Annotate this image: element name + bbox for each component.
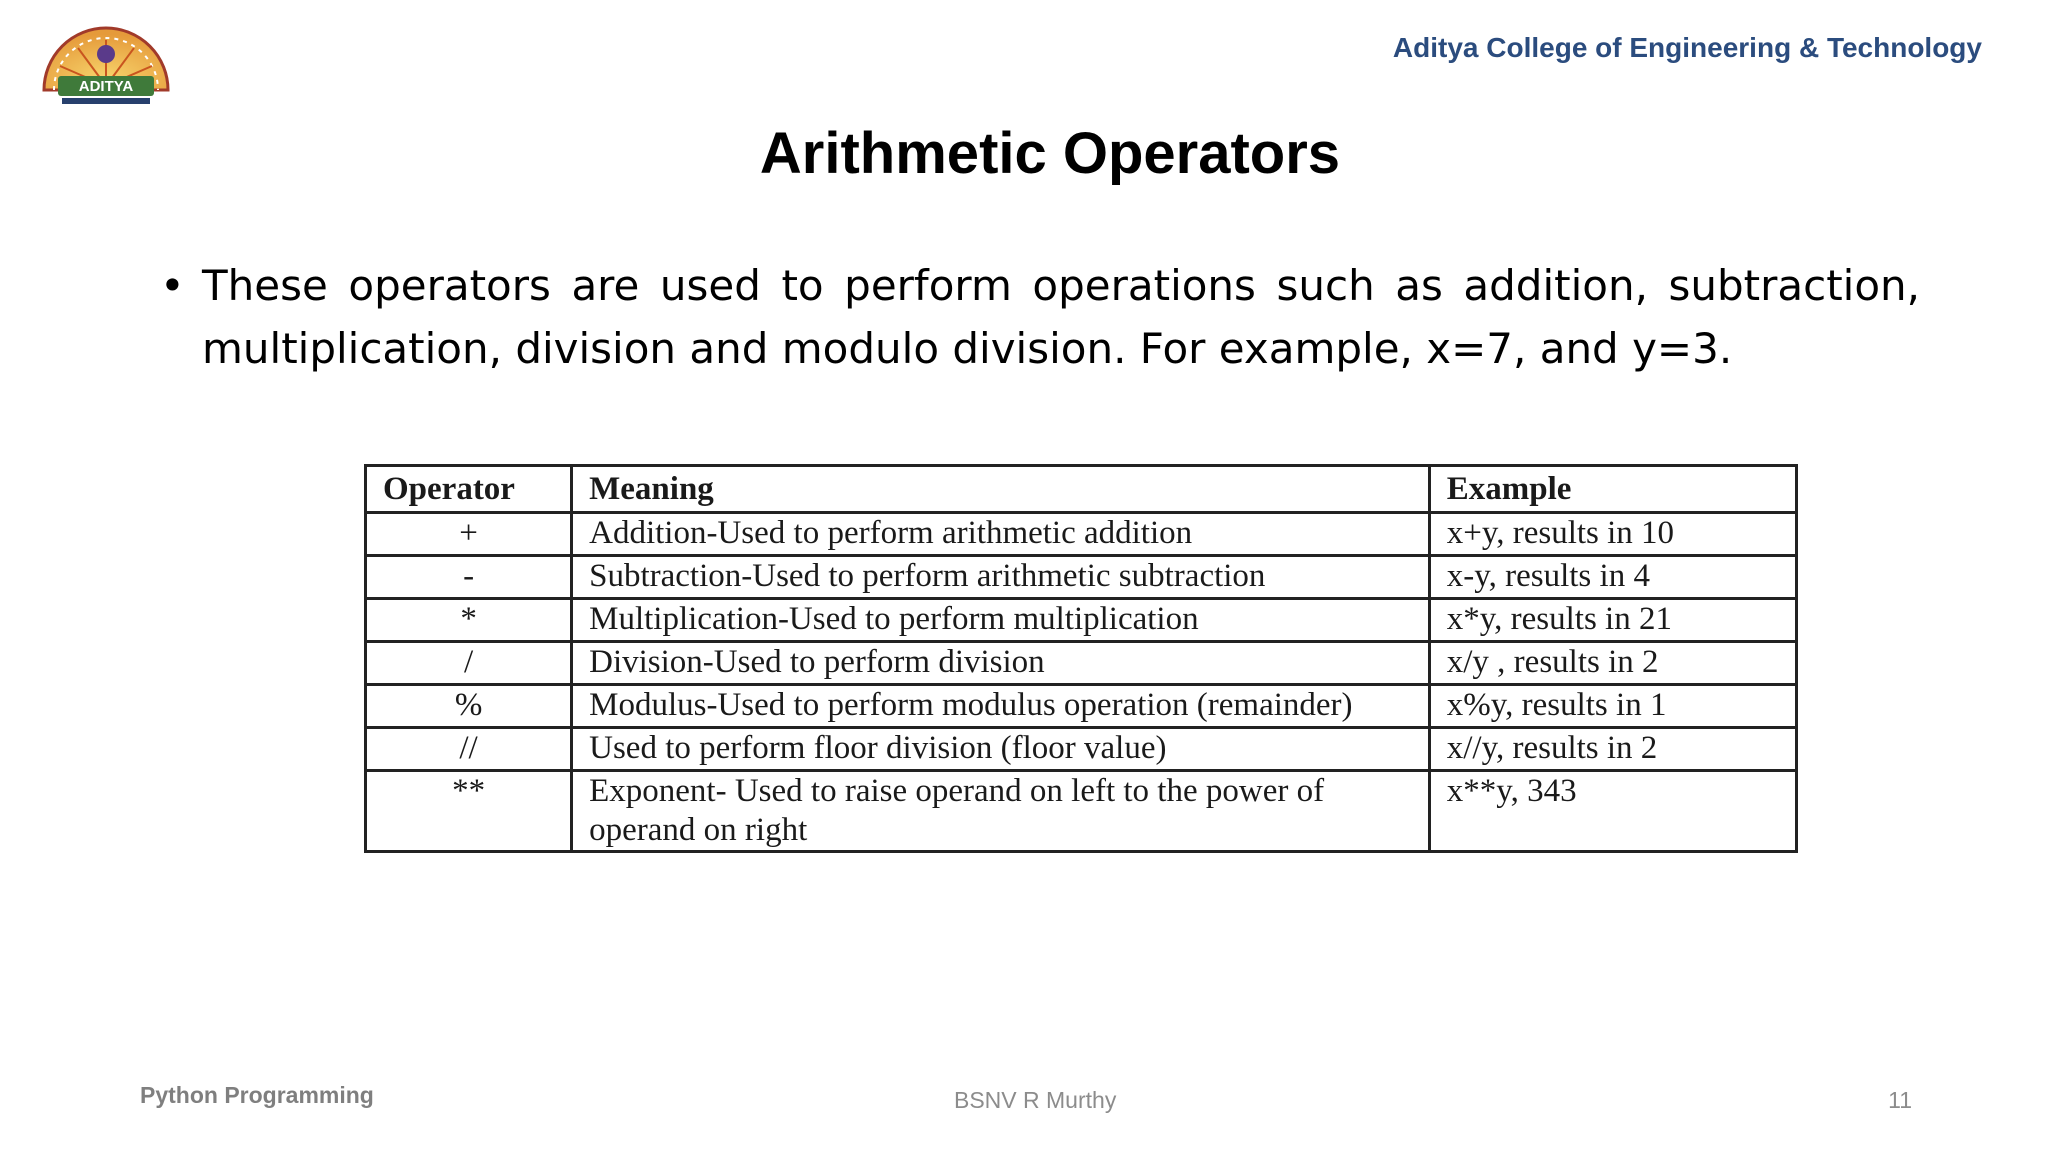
footer-author: BSNV R Murthy [954, 1087, 1117, 1113]
header-operator: Operator [366, 466, 572, 513]
college-name: Aditya College of Engineering & Technology [1392, 32, 1982, 63]
svg-text:ADITYA: ADITYA [78, 78, 134, 95]
operator-cell: - [366, 556, 572, 599]
header-meaning: Meaning [572, 466, 1430, 513]
meaning-cell: Division-Used to perform division [572, 642, 1430, 685]
example-cell: x**y, 343 [1429, 771, 1796, 852]
example-cell: x/y , results in 2 [1429, 642, 1796, 685]
table-row [366, 728, 1797, 771]
college-logo [38, 20, 174, 106]
operator-cell: + [366, 513, 572, 556]
meaning-cell: Exponent- Used to raise operand on left to the power of operand on right [572, 771, 1430, 852]
meaning-cell: Subtraction-Used to perform arithmetic subtraction [572, 556, 1430, 599]
bullet-icon: • [160, 261, 185, 310]
meaning-cell: Used to perform floor division (floor value) [572, 728, 1430, 771]
table-row [366, 771, 1797, 852]
page-number: 11 [1888, 1087, 1912, 1113]
table-row [366, 556, 1797, 599]
operator-cell: / [366, 642, 572, 685]
table-row [366, 513, 1797, 556]
meaning-cell: Addition-Used to perform arithmetic addition [572, 513, 1430, 556]
example-cell: x+y, results in 10 [1429, 513, 1796, 556]
example-cell: x*y, results in 21 [1429, 599, 1796, 642]
table-header-row [366, 466, 1797, 513]
example-cell: x//y, results in 2 [1429, 728, 1796, 771]
operator-cell: * [366, 599, 572, 642]
bullet-point [160, 254, 1920, 380]
table-row [366, 642, 1797, 685]
operators-table [364, 464, 1798, 853]
operator-cell: % [366, 685, 572, 728]
slide-title: Arithmetic Operators [759, 121, 1341, 186]
operator-cell: // [366, 728, 572, 771]
header-example: Example [1429, 466, 1796, 513]
example-cell: x%y, results in 1 [1429, 685, 1796, 728]
meaning-cell: Modulus-Used to perform modulus operation (remainder) [572, 685, 1430, 728]
example-cell: x-y, results in 4 [1429, 556, 1796, 599]
operator-cell: ** [366, 771, 572, 852]
footer-course: Python Programming [140, 1082, 374, 1108]
meaning-cell: Multiplication-Used to perform multiplication [572, 599, 1430, 642]
table-row [366, 599, 1797, 642]
bullet-text: These operators are used to perform operations such as addition, subtraction, multiplication, division and modulo division. For example, x=7, and y=3. [202, 261, 1920, 373]
table-row [366, 685, 1797, 728]
